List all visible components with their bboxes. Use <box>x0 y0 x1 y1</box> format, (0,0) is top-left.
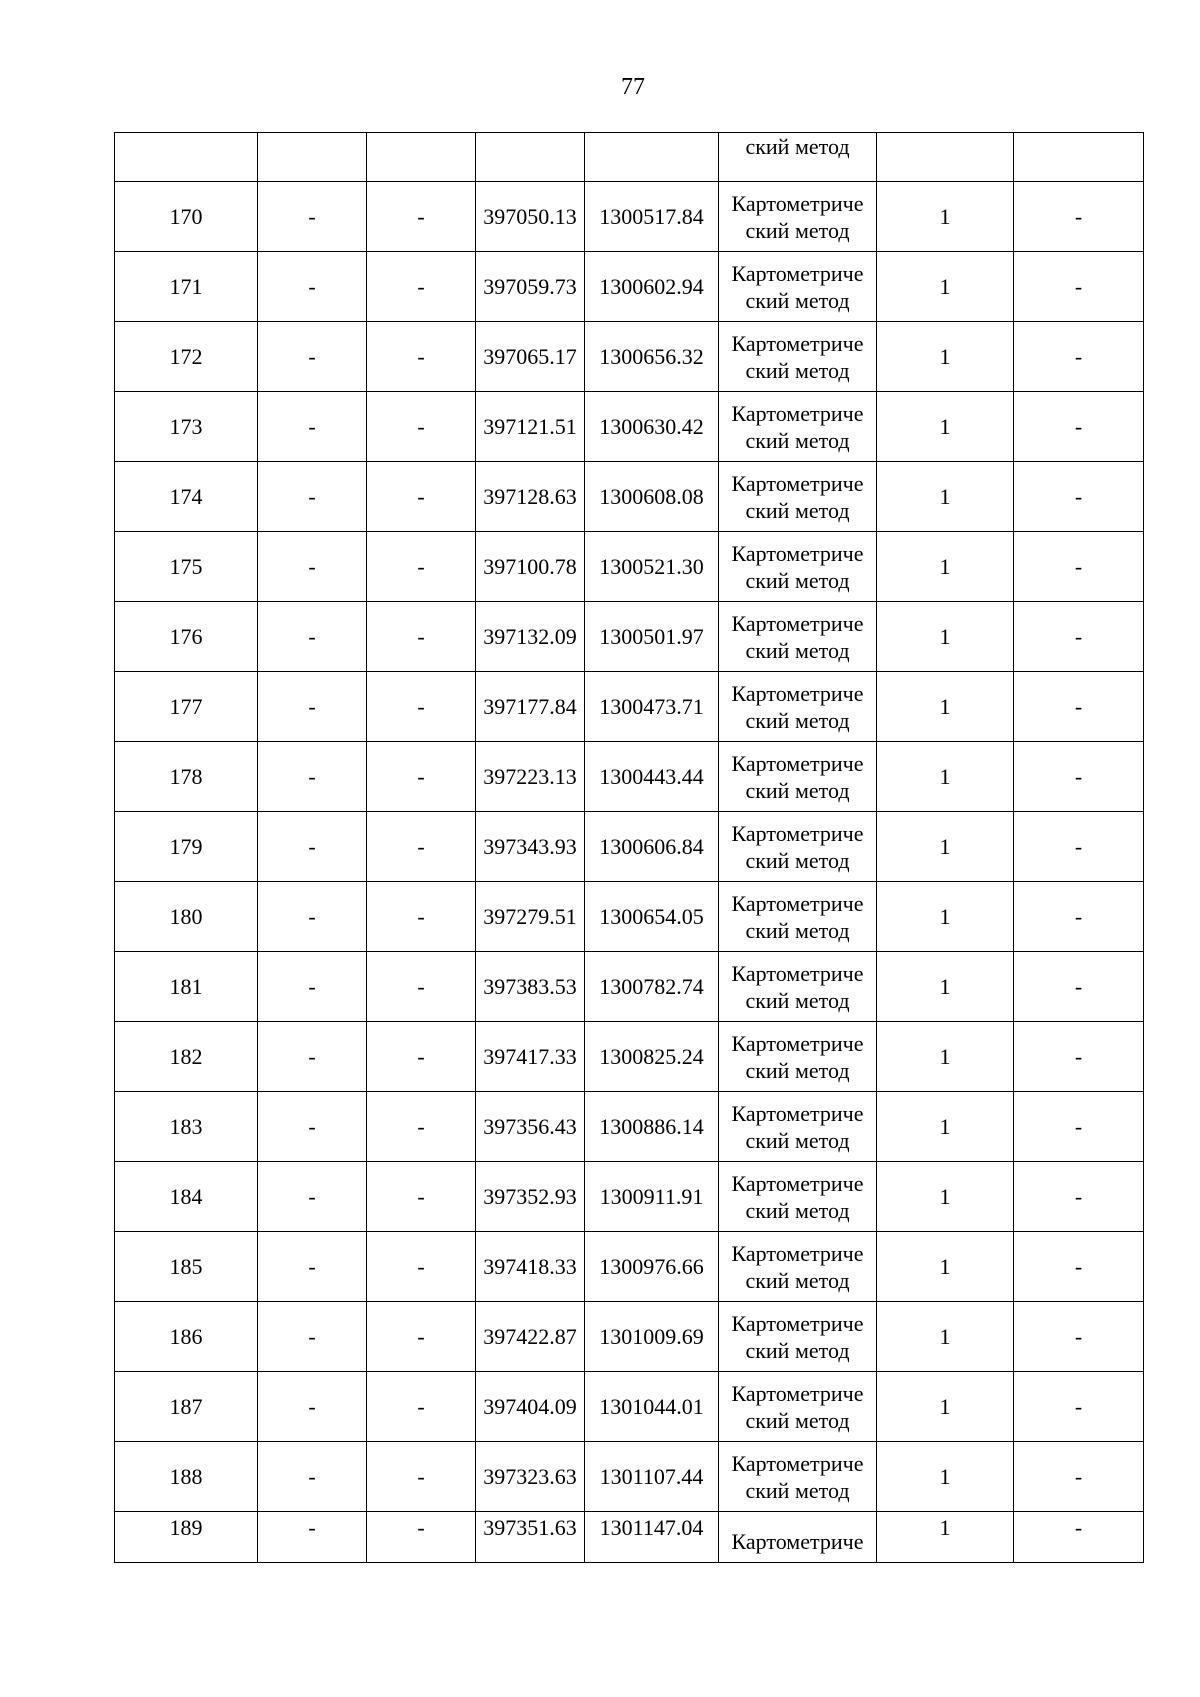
cell-method <box>719 1162 877 1232</box>
method-text-line2: ский метод <box>745 1057 850 1083</box>
cell-accuracy: 1 <box>877 812 1014 882</box>
cell-col2: - <box>258 182 367 252</box>
cell-last: - <box>1014 1092 1144 1162</box>
method-text-line2: ский метод <box>745 427 850 453</box>
cell-accuracy: 1 <box>877 252 1014 322</box>
cell-x: 397177.84 <box>476 672 585 742</box>
cell-col3: - <box>367 392 476 462</box>
table-row-continuation <box>115 133 1144 182</box>
cell-method <box>719 882 877 952</box>
table-row <box>115 462 1144 532</box>
cell-y: 1300656.32 <box>585 322 719 392</box>
cell-y: 1300782.74 <box>585 952 719 1022</box>
cell-accuracy: 1 <box>877 1022 1014 1092</box>
cell-last: - <box>1014 532 1144 602</box>
table-row <box>115 392 1144 462</box>
cell-col3: - <box>367 602 476 672</box>
method-text-line2: ский метод <box>745 567 850 593</box>
cell-last: - <box>1014 812 1144 882</box>
method-text-line2: ский метод <box>745 1197 850 1223</box>
method-text-line2: ский метод <box>745 917 850 943</box>
cell-col2: - <box>258 392 367 462</box>
cell-col2: - <box>258 812 367 882</box>
cell-y: 1301009.69 <box>585 1302 719 1372</box>
cell-accuracy: 1 <box>877 1092 1014 1162</box>
cell-number: 183 <box>115 1092 258 1162</box>
cell-accuracy: 1 <box>877 1512 1014 1563</box>
cell-col3: - <box>367 252 476 322</box>
cell-last: - <box>1014 252 1144 322</box>
cell-number: 172 <box>115 322 258 392</box>
method-text-line1: Картометриче <box>731 1240 864 1266</box>
method-text-line2: ский метод <box>745 287 850 313</box>
cell-x: 397323.63 <box>476 1442 585 1512</box>
method-text-line2: ский метод <box>745 1477 850 1503</box>
cell-accuracy: 1 <box>877 1162 1014 1232</box>
cell-method <box>719 742 877 812</box>
cell-method <box>719 182 877 252</box>
cell-method <box>719 672 877 742</box>
cell-y: 1300886.14 <box>585 1092 719 1162</box>
cell-col3: - <box>367 1512 476 1563</box>
cell-last: - <box>1014 882 1144 952</box>
cell-y: 1300654.05 <box>585 882 719 952</box>
cell-last: - <box>1014 672 1144 742</box>
method-text-line2: ский метод <box>745 987 850 1013</box>
cell-y: 1301147.04 <box>585 1512 719 1563</box>
coordinates-table <box>114 132 1144 1563</box>
cell-method <box>719 1232 877 1302</box>
cell-method <box>719 1442 877 1512</box>
method-text-line1: Картометриче <box>731 1380 864 1406</box>
method-text-line1: Картометриче <box>731 1100 864 1126</box>
cell-last: - <box>1014 602 1144 672</box>
cell-col2: - <box>258 1442 367 1512</box>
cell-y: 1300911.91 <box>585 1162 719 1232</box>
method-text-line1: Картометриче <box>731 1450 864 1476</box>
cell-col2: - <box>258 1162 367 1232</box>
method-text-line1: Картометриче <box>731 330 864 356</box>
method-text-line1: Картометриче <box>731 470 864 496</box>
cell-col2: - <box>258 1232 367 1302</box>
cell-x: 397343.93 <box>476 812 585 882</box>
cell-col2: - <box>258 672 367 742</box>
cell-y: 1300608.08 <box>585 462 719 532</box>
table-row <box>115 532 1144 602</box>
method-text-line2: ский метод <box>745 1337 850 1363</box>
table-row <box>115 812 1144 882</box>
cell-y <box>585 133 719 182</box>
cell-col3: - <box>367 532 476 602</box>
cell-number: 179 <box>115 812 258 882</box>
cell-number: 175 <box>115 532 258 602</box>
cell-x: 397065.17 <box>476 322 585 392</box>
cell-x: 397100.78 <box>476 532 585 602</box>
cell-method <box>719 133 877 182</box>
cell-col2: - <box>258 322 367 392</box>
cell-y: 1300602.94 <box>585 252 719 322</box>
table-row <box>115 1372 1144 1442</box>
cell-method <box>719 812 877 882</box>
cell-method <box>719 1022 877 1092</box>
cell-last: - <box>1014 742 1144 812</box>
cell-col3: - <box>367 812 476 882</box>
cell-last: - <box>1014 462 1144 532</box>
method-text-line2: ский метод <box>745 637 850 663</box>
cell-accuracy: 1 <box>877 602 1014 672</box>
cell-x: 397223.13 <box>476 742 585 812</box>
cell-number: 185 <box>115 1232 258 1302</box>
cell-method <box>719 1512 877 1563</box>
cell-last: - <box>1014 182 1144 252</box>
cell-last: - <box>1014 322 1144 392</box>
cell-last: - <box>1014 1022 1144 1092</box>
cell-y: 1300501.97 <box>585 602 719 672</box>
cell-col2: - <box>258 1022 367 1092</box>
cell-col3: - <box>367 742 476 812</box>
method-text-line2: ский метод <box>745 497 850 523</box>
cell-accuracy: 1 <box>877 1302 1014 1372</box>
cell-last: - <box>1014 952 1144 1022</box>
table-row <box>115 1512 1144 1563</box>
table-row <box>115 322 1144 392</box>
cell-accuracy: 1 <box>877 1442 1014 1512</box>
cell-number: 178 <box>115 742 258 812</box>
method-text-line1: Картометриче <box>731 1170 864 1196</box>
cell-method <box>719 1372 877 1442</box>
cell-number: 189 <box>115 1512 258 1563</box>
cell-accuracy <box>877 133 1014 182</box>
cell-method <box>719 1092 877 1162</box>
cell-col2: - <box>258 742 367 812</box>
cell-number: 186 <box>115 1302 258 1372</box>
method-text-line1: Картометриче <box>731 1528 864 1554</box>
table-row <box>115 882 1144 952</box>
method-text-line1: Картометриче <box>731 540 864 566</box>
cell-x: 397422.87 <box>476 1302 585 1372</box>
method-text-line1: Картометриче <box>731 1310 864 1336</box>
cell-col2 <box>258 133 367 182</box>
cell-y: 1300825.24 <box>585 1022 719 1092</box>
cell-number: 180 <box>115 882 258 952</box>
cell-y: 1300630.42 <box>585 392 719 462</box>
method-text-line1: Картометриче <box>731 680 864 706</box>
method-text-line1: Картометриче <box>731 1030 864 1056</box>
cell-accuracy: 1 <box>877 1232 1014 1302</box>
cell-accuracy: 1 <box>877 392 1014 462</box>
cell-number: 184 <box>115 1162 258 1232</box>
cell-number: 182 <box>115 1022 258 1092</box>
cell-last: - <box>1014 1512 1144 1563</box>
cell-x <box>476 133 585 182</box>
cell-method <box>719 952 877 1022</box>
cell-method <box>719 532 877 602</box>
table-row <box>115 1442 1144 1512</box>
cell-x: 397417.33 <box>476 1022 585 1092</box>
cell-y: 1300521.30 <box>585 532 719 602</box>
method-text-line2: ский метод <box>745 707 850 733</box>
table-row <box>115 1092 1144 1162</box>
cell-x: 397279.51 <box>476 882 585 952</box>
table-row <box>115 1232 1144 1302</box>
cell-last: - <box>1014 1372 1144 1442</box>
cell-method <box>719 322 877 392</box>
method-text-line1: Картометриче <box>731 400 864 426</box>
table-row <box>115 1162 1144 1232</box>
cell-last: - <box>1014 1162 1144 1232</box>
cell-col3: - <box>367 462 476 532</box>
cell-col2: - <box>258 1302 367 1372</box>
cell-col3: - <box>367 1232 476 1302</box>
page-number: 77 <box>621 74 645 100</box>
cell-last: - <box>1014 392 1144 462</box>
cell-number: 170 <box>115 182 258 252</box>
cell-col3: - <box>367 182 476 252</box>
cell-method <box>719 1302 877 1372</box>
cell-last: - <box>1014 1302 1144 1372</box>
cell-accuracy: 1 <box>877 1372 1014 1442</box>
cell-accuracy: 1 <box>877 322 1014 392</box>
cell-x: 397352.93 <box>476 1162 585 1232</box>
cell-x: 397059.73 <box>476 252 585 322</box>
cell-y: 1300443.44 <box>585 742 719 812</box>
table-row <box>115 602 1144 672</box>
cell-last: - <box>1014 1232 1144 1302</box>
method-text-line1: Картометриче <box>731 890 864 916</box>
cell-y: 1300976.66 <box>585 1232 719 1302</box>
cell-y: 1301044.01 <box>585 1372 719 1442</box>
cell-x: 397128.63 <box>476 462 585 532</box>
cell-x: 397356.43 <box>476 1092 585 1162</box>
cell-col3: - <box>367 952 476 1022</box>
method-text-line2: ский метод <box>745 847 850 873</box>
table-row <box>115 742 1144 812</box>
cell-col3 <box>367 133 476 182</box>
table-row <box>115 1022 1144 1092</box>
cell-last <box>1014 133 1144 182</box>
method-text-line1: Картометриче <box>731 260 864 286</box>
cell-col3: - <box>367 1022 476 1092</box>
cell-number: 177 <box>115 672 258 742</box>
cell-number: 174 <box>115 462 258 532</box>
method-text-line2: ский метод <box>745 777 850 803</box>
table-row <box>115 252 1144 322</box>
table-row <box>115 1302 1144 1372</box>
method-text-line2: ский метод <box>745 134 850 159</box>
cell-accuracy: 1 <box>877 952 1014 1022</box>
cell-col3: - <box>367 1442 476 1512</box>
cell-accuracy: 1 <box>877 532 1014 602</box>
cell-col2: - <box>258 532 367 602</box>
method-text-line1: Картометриче <box>731 750 864 776</box>
cell-method <box>719 252 877 322</box>
table-row <box>115 952 1144 1022</box>
cell-number <box>115 133 258 182</box>
cell-col3: - <box>367 1302 476 1372</box>
method-text-line1: Картометриче <box>731 820 864 846</box>
cell-col2: - <box>258 1512 367 1563</box>
method-text-line1: Картометриче <box>731 960 864 986</box>
cell-col2: - <box>258 882 367 952</box>
cell-y: 1300473.71 <box>585 672 719 742</box>
cell-number: 171 <box>115 252 258 322</box>
method-text-line1: Картометриче <box>731 610 864 636</box>
cell-col2: - <box>258 1372 367 1442</box>
cell-x: 397383.53 <box>476 952 585 1022</box>
cell-x: 397351.63 <box>476 1512 585 1563</box>
cell-method <box>719 462 877 532</box>
cell-col2: - <box>258 952 367 1022</box>
cell-accuracy: 1 <box>877 462 1014 532</box>
cell-col3: - <box>367 1162 476 1232</box>
cell-number: 176 <box>115 602 258 672</box>
cell-col3: - <box>367 882 476 952</box>
cell-col3: - <box>367 672 476 742</box>
cell-col3: - <box>367 1092 476 1162</box>
cell-x: 397050.13 <box>476 182 585 252</box>
method-text-line2: ский метод <box>745 357 850 383</box>
cell-method <box>719 602 877 672</box>
method-text-line2: ский метод <box>745 217 850 243</box>
cell-last: - <box>1014 1442 1144 1512</box>
cell-y: 1300517.84 <box>585 182 719 252</box>
cell-y: 1300606.84 <box>585 812 719 882</box>
cell-accuracy: 1 <box>877 742 1014 812</box>
cell-accuracy: 1 <box>877 182 1014 252</box>
cell-number: 181 <box>115 952 258 1022</box>
cell-col2: - <box>258 252 367 322</box>
cell-accuracy: 1 <box>877 672 1014 742</box>
method-text-line1: Картометриче <box>731 190 864 216</box>
method-text-line2: ский метод <box>745 1407 850 1433</box>
cell-x: 397418.33 <box>476 1232 585 1302</box>
cell-x: 397132.09 <box>476 602 585 672</box>
table-row <box>115 672 1144 742</box>
method-text-line2: ский метод <box>745 1127 850 1153</box>
cell-accuracy: 1 <box>877 882 1014 952</box>
cell-x: 397404.09 <box>476 1372 585 1442</box>
cell-col2: - <box>258 1092 367 1162</box>
cell-col3: - <box>367 322 476 392</box>
cell-col2: - <box>258 462 367 532</box>
cell-number: 173 <box>115 392 258 462</box>
cell-x: 397121.51 <box>476 392 585 462</box>
cell-y: 1301107.44 <box>585 1442 719 1512</box>
cell-method <box>719 392 877 462</box>
cell-col3: - <box>367 1372 476 1442</box>
cell-number: 187 <box>115 1372 258 1442</box>
cell-col2: - <box>258 602 367 672</box>
method-text-line2: ский метод <box>745 1267 850 1293</box>
table-row <box>115 182 1144 252</box>
cell-number: 188 <box>115 1442 258 1512</box>
